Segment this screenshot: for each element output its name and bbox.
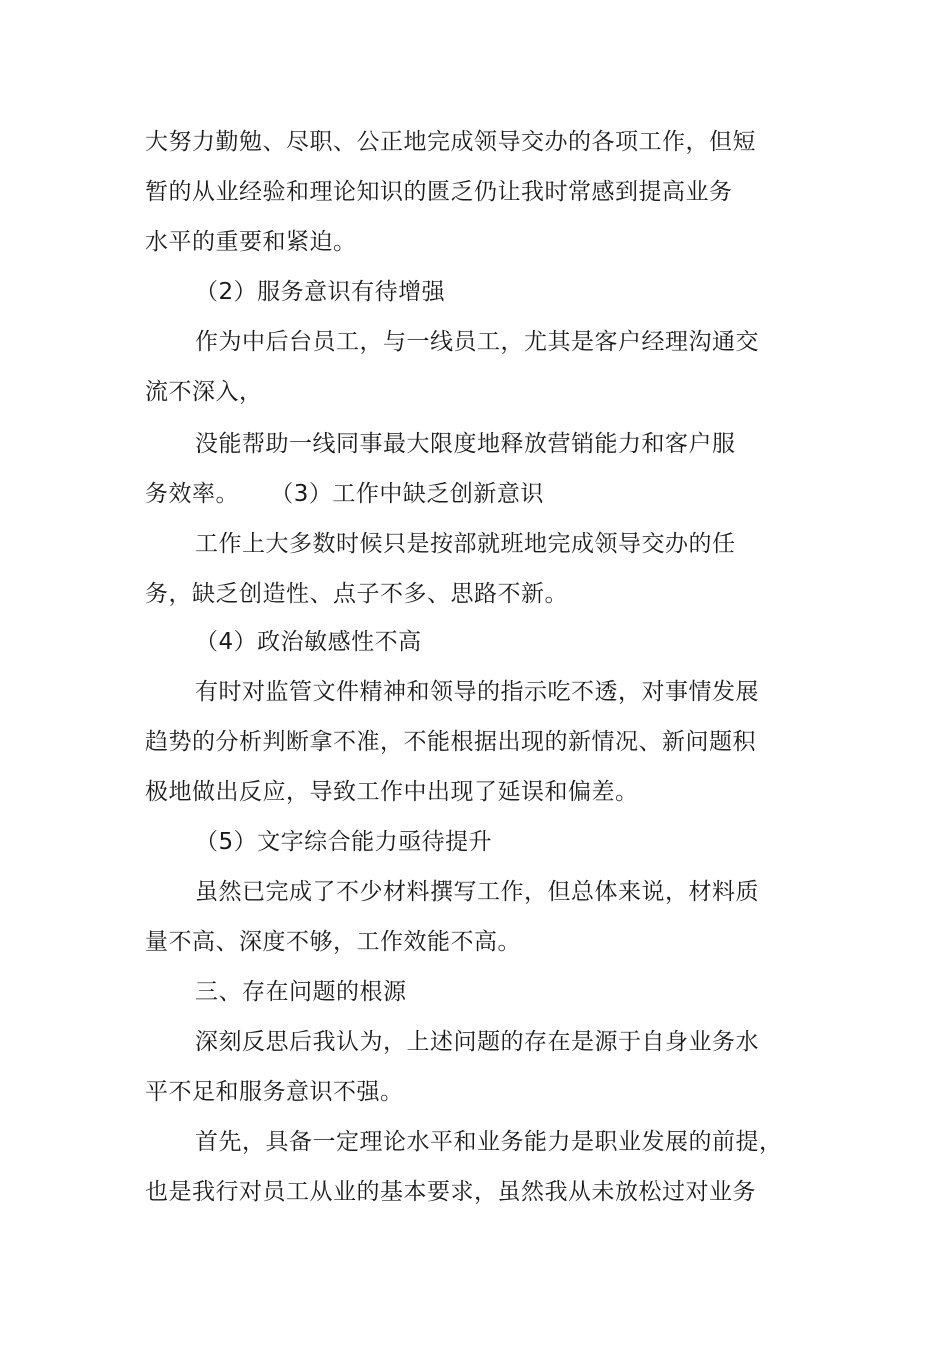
section-heading: （5）文字综合能力亟待提升 [195, 829, 493, 855]
paragraph-line: 流不深入， [145, 379, 263, 405]
section-heading: 三、存在问题的根源 [195, 979, 407, 1005]
paragraph-line: 作为中后台员工，与一线员工，尤其是客户经理沟通交 [195, 329, 759, 355]
paragraph-line: 大努力勤勉、尽职、公正地完成领导交办的各项工作，但短 [145, 129, 756, 155]
paragraph-line: 工作上大多数时候只是按部就班地完成领导交办的任 [195, 531, 736, 557]
paragraph-line: 量不高、深度不够，工作效能不高。 [145, 929, 521, 955]
paragraph-line: 虽然已完成了不少材料撰写工作，但总体来说，材料质 [195, 879, 759, 905]
paragraph-line: 深刻反思后我认为，上述问题的存在是源于自身业务水 [195, 1029, 759, 1055]
paragraph-line: 平不足和服务意识不强。 [145, 1079, 404, 1105]
paragraph-line: 极地做出反应，导致工作中出现了延误和偏差。 [145, 779, 639, 805]
paragraph-line: 有时对监管文件精神和领导的指示吃不透，对事情发展 [195, 679, 759, 705]
paragraph-line: 务，缺乏创造性、点子不多、思路不新。 [145, 581, 568, 607]
paragraph-line: 首先，具备一定理论水平和业务能力是职业发展的前提， [195, 1129, 783, 1155]
paragraph-line: 务效率。 （3）工作中缺乏创新意识 [145, 481, 544, 507]
paragraph-line: 也是我行对员工从业的基本要求，虽然我从未放松过对业务 [145, 1179, 756, 1205]
section-heading: （2）服务意识有待增强 [195, 279, 446, 305]
paragraph-line: 没能帮助一线同事最大限度地释放营销能力和客户服 [195, 431, 736, 457]
section-heading: （4）政治敏感性不高 [195, 629, 422, 655]
paragraph-line: 趋势的分析判断拿不准，不能根据出现的新情况、新问题积 [145, 729, 756, 755]
paragraph-line: 暂的从业经验和理论知识的匮乏仍让我时常感到提高业务 [145, 179, 733, 205]
paragraph-line: 水平的重要和紧迫。 [145, 229, 357, 255]
